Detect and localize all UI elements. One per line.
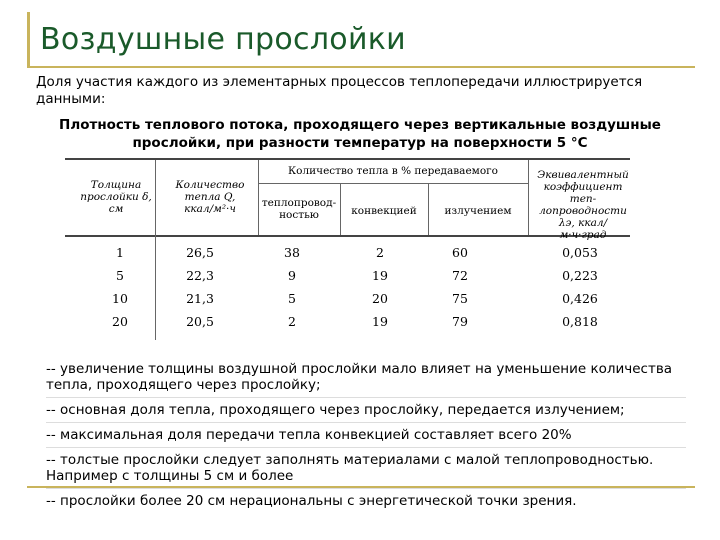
cell-conduction: 9 <box>288 268 296 283</box>
table-group-rule <box>258 183 528 184</box>
list-item: -- увеличение толщины воздушной прослойки мало влияет на уменьшение количества тепла, проходящего через прослойку; <box>46 361 686 398</box>
cell-thickness: 10 <box>112 291 128 306</box>
title-accent-bar <box>27 12 30 68</box>
table-caption: Плотность теплового потока, проходящего через вертикальные воздушные прослойки, при разности температур на поверхности 5 °С <box>59 117 661 151</box>
heat-flow-table <box>60 155 635 345</box>
table-top-rule <box>65 158 630 160</box>
cell-heat: 21,3 <box>186 291 214 306</box>
table-col-divider <box>428 184 429 235</box>
cell-equivalent: 0,223 <box>562 268 598 283</box>
table-col-divider <box>340 184 341 235</box>
header-heat: Количество тепла Q, ккал/м²·ч <box>175 179 245 215</box>
cell-conduction: 2 <box>288 314 296 329</box>
top-divider <box>27 66 695 68</box>
header-thickness: Толщина прослойки δ, см <box>80 179 152 215</box>
cell-radiation: 79 <box>452 314 468 329</box>
cell-equivalent: 0,053 <box>562 245 598 260</box>
header-conduction: теплопровод- ностью <box>261 197 337 221</box>
cell-convection: 20 <box>372 291 388 306</box>
list-item: -- толстые прослойки следует заполнять материалами с малой теплопроводностью. Например с толщины 5 см и более <box>46 452 686 489</box>
cell-thickness: 5 <box>116 268 124 283</box>
list-item: -- максимальная доля передачи тепла конвекцией составляет всего 20% <box>46 427 686 448</box>
cell-convection: 19 <box>372 314 388 329</box>
header-equivalent: Эквивалентный коэффициент теп- лопроводности λэ, ккал/м·ч·град <box>537 169 629 241</box>
list-item: -- прослойки более 20 см нерациональны с энергетической точки зрения. <box>46 493 577 509</box>
header-convection: конвекцией <box>351 205 417 217</box>
cell-thickness: 1 <box>116 245 124 260</box>
cell-heat: 22,3 <box>186 268 214 283</box>
cell-radiation: 72 <box>452 268 468 283</box>
header-group: Количество тепла в % передаваемого <box>288 165 498 177</box>
cell-conduction: 5 <box>288 291 296 306</box>
slide-title: Воздушные прослойки <box>40 22 406 57</box>
cell-equivalent: 0,426 <box>562 291 598 306</box>
cell-heat: 26,5 <box>186 245 214 260</box>
table-col-divider <box>258 160 259 235</box>
cell-heat: 20,5 <box>186 314 214 329</box>
table-col-divider <box>528 160 529 235</box>
bottom-divider <box>27 486 695 488</box>
cell-thickness: 20 <box>112 314 128 329</box>
cell-equivalent: 0,818 <box>562 314 598 329</box>
cell-convection: 2 <box>376 245 384 260</box>
cell-radiation: 60 <box>452 245 468 260</box>
conclusions-list <box>46 361 686 517</box>
cell-conduction: 38 <box>284 245 300 260</box>
header-radiation: излучением <box>444 205 512 217</box>
list-item: -- основная доля тепла, проходящего через прослойку, передается излучением; <box>46 402 686 423</box>
intro-text: Доля участия каждого из элементарных процессов теплопередачи иллюстрируется данными: <box>36 74 643 107</box>
cell-convection: 19 <box>372 268 388 283</box>
cell-radiation: 75 <box>452 291 468 306</box>
table-col-divider <box>155 160 156 340</box>
